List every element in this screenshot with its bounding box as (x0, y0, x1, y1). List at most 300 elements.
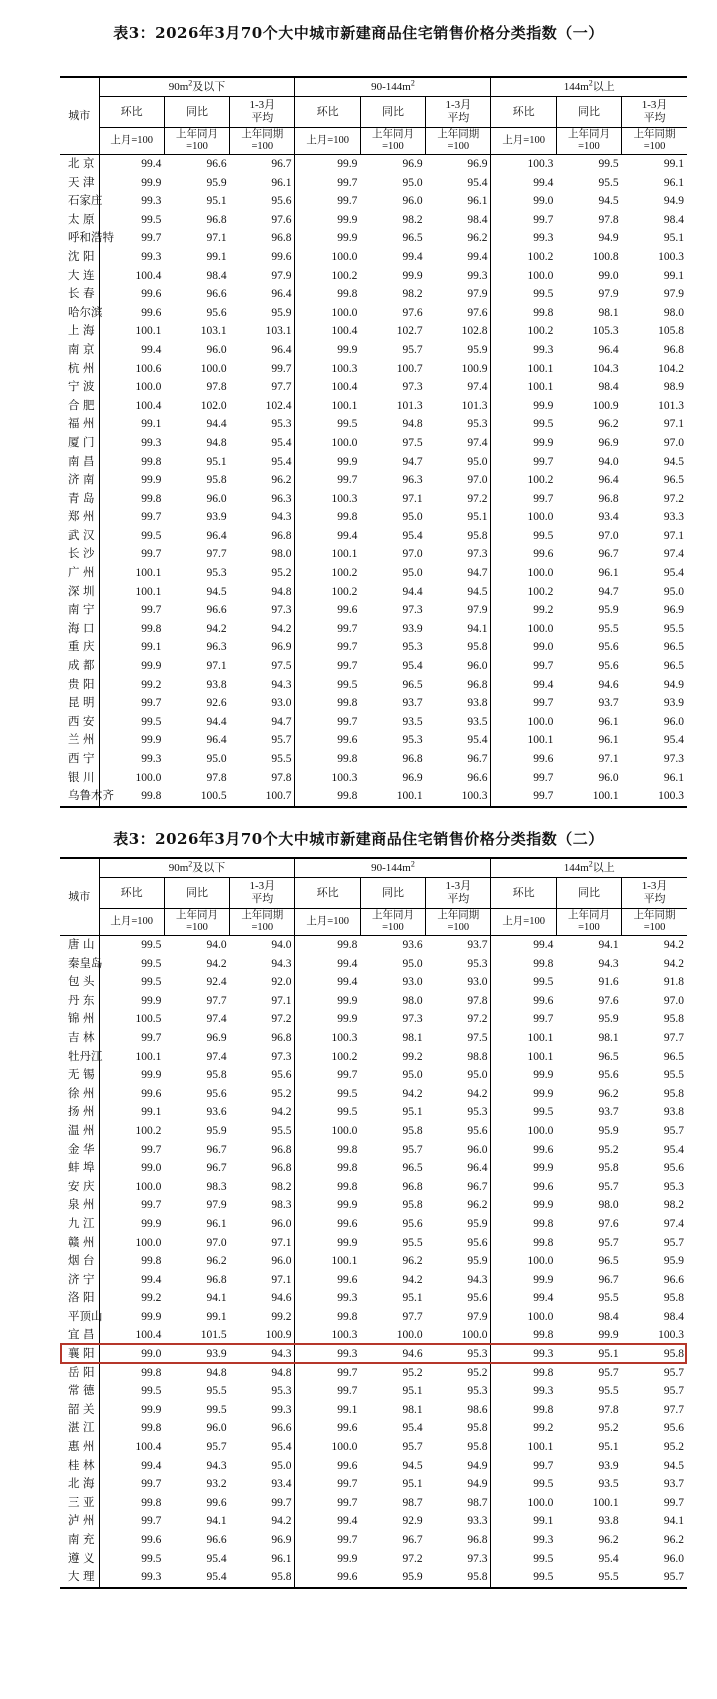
index-value: 102.8 (461, 325, 488, 338)
index-value: 93.8 (206, 678, 227, 691)
index-value: 95.1 (206, 455, 227, 468)
index-value: 99.9 (295, 992, 360, 1011)
index-value: 96.7 (467, 753, 488, 765)
index-value: 92.0 (271, 976, 292, 989)
index-value: 99.6 (99, 1531, 164, 1550)
index-value: 99.8 (99, 1364, 164, 1383)
index-value: 99.4 (99, 1457, 164, 1476)
index-value: 96.0 (467, 1143, 488, 1156)
index-value: 99.7 (295, 713, 360, 732)
index-value: 101.5 (200, 1329, 227, 1342)
index-value: 96.2 (598, 1087, 619, 1100)
index-value: 95.0 (271, 1459, 292, 1472)
index-value: 98.4 (598, 1310, 619, 1323)
metric-header: 环比 (491, 878, 556, 909)
index-value: 100.0 (491, 1308, 556, 1327)
city-name: 南昌 (68, 455, 95, 468)
index-value: 99.7 (295, 1364, 360, 1383)
index-value: 94.7 (598, 585, 619, 598)
city-name: 桂林 (68, 1459, 95, 1472)
index-value: 100.2 (491, 471, 556, 490)
group-sup: 2 (188, 858, 193, 868)
index-value: 95.8 (663, 1348, 684, 1361)
index-value: 95.8 (402, 1199, 423, 1212)
index-value: 96.9 (402, 771, 423, 784)
index-value: 95.7 (271, 734, 292, 747)
index-value: 95.6 (598, 660, 619, 673)
index-value: 99.7 (99, 1475, 164, 1494)
index-value: 99.7 (491, 490, 556, 509)
table-row (60, 341, 687, 360)
city-name: 锦州 (68, 1013, 95, 1026)
index-value: 99.8 (295, 750, 360, 769)
table-1-title: 表3：2026年3月70个大中城市新建商品住宅销售价格分类指数（一） (113, 24, 604, 42)
index-value: 100.3 (426, 787, 491, 807)
base-header: 上月=100 (295, 909, 360, 936)
index-value: 95.7 (663, 1124, 684, 1137)
price-index-table-2 (60, 857, 687, 1589)
index-value: 93.6 (402, 939, 423, 951)
city-name: 贵阳 (68, 678, 95, 691)
city-name: 九江 (68, 1217, 95, 1230)
index-value: 99.1 (206, 250, 227, 263)
index-value: 91.8 (663, 976, 684, 989)
index-value: 99.7 (491, 787, 556, 807)
city-name: 深圳 (68, 585, 95, 598)
index-value: 100.3 (295, 1326, 360, 1345)
metric-header: 1-3月 平均 (622, 97, 687, 128)
group-label: 144m (563, 80, 589, 93)
index-value: 97.2 (467, 492, 488, 505)
index-value: 100.3 (295, 490, 360, 509)
index-value: 97.1 (663, 529, 684, 542)
group-sup: 2 (410, 77, 415, 87)
index-value: 93.5 (598, 1478, 619, 1491)
index-value: 94.7 (402, 455, 423, 468)
city-name: 安庆 (68, 1180, 95, 1193)
city-name: 西宁 (68, 753, 95, 765)
city-name: 西安 (68, 715, 95, 728)
city-name: 北京 (68, 158, 95, 170)
index-value: 95.4 (164, 1568, 229, 1588)
city-name: 天津 (68, 176, 95, 189)
index-value: 96.2 (206, 1255, 227, 1268)
index-value: 97.2 (467, 1013, 488, 1026)
header-row-metrics (60, 97, 687, 128)
city-name: 广州 (68, 567, 95, 580)
index-value: 99.3 (99, 434, 164, 453)
index-value: 100.4 (99, 1326, 164, 1345)
index-value: 97.7 (402, 1310, 423, 1323)
index-value: 97.6 (271, 213, 292, 226)
index-value: 100.0 (491, 508, 556, 527)
index-value: 99.5 (491, 973, 556, 992)
city-name: 大理 (60, 1568, 99, 1588)
index-value: 99.4 (295, 527, 360, 546)
table-row (60, 1029, 687, 1048)
index-value: 99.7 (295, 620, 360, 639)
city-name: 北海 (68, 1478, 95, 1491)
city-name: 包头 (68, 976, 95, 989)
index-value: 95.5 (598, 1385, 619, 1398)
table-2-title: 表3：2026年3月70个大中城市新建商品住宅销售价格分类指数（二） (113, 830, 604, 848)
index-value: 95.2 (271, 1087, 292, 1100)
city-name: 长沙 (68, 548, 95, 561)
index-value: 94.5 (206, 585, 227, 598)
city-name: 哈尔滨 (68, 306, 103, 319)
index-value: 99.1 (206, 1310, 227, 1323)
index-value: 96.5 (663, 474, 684, 487)
index-value: 93.8 (467, 697, 488, 710)
index-value: 94.6 (402, 1348, 423, 1361)
metric-header: 1-3月 平均 (230, 97, 295, 128)
index-value: 96.8 (402, 753, 423, 765)
index-value: 95.6 (402, 1217, 423, 1230)
index-value: 95.5 (271, 1124, 292, 1137)
index-value: 99.7 (295, 1475, 360, 1494)
base-header: 上月=100 (491, 909, 556, 936)
index-value: 94.8 (271, 1366, 292, 1379)
index-value: 96.4 (206, 734, 227, 747)
index-value: 100.1 (592, 1496, 619, 1509)
index-value: 96.2 (598, 1534, 619, 1546)
table-row (60, 1271, 687, 1290)
table-row (60, 769, 687, 788)
index-value: 99.9 (99, 1215, 164, 1234)
index-value: 99.8 (491, 955, 556, 974)
index-value: 99.6 (99, 285, 164, 304)
index-value: 97.3 (467, 548, 488, 561)
index-value: 95.6 (467, 1124, 488, 1137)
city-name: 长春 (68, 288, 95, 301)
index-value: 99.6 (491, 992, 556, 1011)
index-value: 97.2 (402, 1552, 423, 1565)
index-value: 97.7 (206, 548, 227, 561)
index-value: 97.8 (598, 213, 619, 226)
table-row (60, 676, 687, 695)
index-value: 99.0 (491, 192, 556, 211)
index-value: 95.0 (402, 1069, 423, 1082)
index-value: 97.2 (271, 1013, 292, 1026)
table-row (60, 415, 687, 434)
index-value: 96.5 (663, 1050, 684, 1063)
index-value: 99.8 (491, 1326, 556, 1345)
index-value: 94.1 (467, 622, 488, 635)
index-value: 95.4 (598, 1552, 619, 1565)
index-value: 96.1 (467, 195, 488, 208)
base-header: 上月=100 (491, 128, 556, 155)
index-value: 94.2 (467, 1087, 488, 1100)
index-value: 94.5 (663, 1459, 684, 1472)
index-value: 95.0 (402, 511, 423, 524)
city-name: 银川 (68, 771, 95, 784)
city-name: 合肥 (68, 399, 95, 412)
index-value: 100.1 (99, 322, 164, 341)
table-row (60, 378, 687, 397)
index-value: 94.9 (598, 232, 619, 245)
city-name: 牡丹江 (68, 1050, 103, 1063)
index-value: 95.5 (598, 622, 619, 635)
index-value: 97.8 (271, 771, 292, 784)
index-value: 98.0 (598, 1199, 619, 1212)
index-value: 99.6 (295, 1419, 360, 1438)
index-value: 99.6 (99, 304, 164, 323)
table-row (60, 490, 687, 509)
index-value: 99.4 (295, 955, 360, 974)
index-value: 98.1 (598, 1031, 619, 1044)
index-value: 100.0 (491, 1252, 556, 1271)
index-value: 97.1 (206, 232, 227, 245)
index-value: 95.6 (271, 195, 292, 208)
group-label: 90m (168, 861, 189, 874)
index-value: 96.0 (206, 1422, 227, 1435)
city-name: 南宁 (68, 604, 95, 617)
index-value: 99.3 (99, 248, 164, 267)
table-row (60, 1196, 687, 1215)
index-value: 93.7 (598, 1106, 619, 1119)
index-value: 99.5 (491, 415, 556, 434)
index-value: 93.9 (663, 697, 684, 710)
index-value: 94.1 (598, 939, 619, 951)
price-index-table-1 (60, 76, 687, 808)
index-value: 95.8 (598, 1162, 619, 1175)
index-value: 94.5 (598, 195, 619, 208)
table-row (60, 713, 687, 732)
metric-header: 同比 (164, 878, 229, 909)
index-value: 95.7 (206, 1441, 227, 1454)
index-value: 99.9 (295, 211, 360, 230)
index-value: 97.0 (663, 994, 684, 1007)
index-value: 100.1 (491, 1048, 556, 1067)
index-value: 97.1 (271, 1236, 292, 1249)
index-value: 99.9 (99, 657, 164, 676)
index-value: 100.0 (99, 769, 164, 788)
index-value: 100.4 (99, 397, 164, 416)
group-suffix: 及以下 (192, 861, 226, 874)
index-value: 96.8 (467, 1534, 488, 1546)
index-value: 99.7 (491, 1010, 556, 1029)
index-value: 97.4 (663, 1217, 684, 1230)
index-value: 97.5 (402, 436, 423, 449)
index-value: 94.2 (402, 1273, 423, 1286)
index-value: 100.1 (491, 378, 556, 397)
index-value: 95.1 (598, 1348, 619, 1361)
index-value: 95.8 (467, 1422, 488, 1435)
index-value: 99.7 (491, 657, 556, 676)
index-value: 93.3 (467, 1515, 488, 1528)
index-value: 99.7 (295, 1382, 360, 1401)
index-value: 99.1 (295, 1401, 360, 1420)
index-value: 95.8 (426, 1568, 491, 1588)
index-value: 95.9 (598, 1124, 619, 1137)
group-label: 90-144m (371, 861, 411, 874)
index-value: 95.9 (206, 176, 227, 189)
table-row (60, 1550, 687, 1569)
group-suffix: 以上 (592, 80, 615, 93)
index-value: 99.0 (99, 1345, 164, 1364)
group-sup: 2 (410, 858, 415, 868)
table-row (60, 471, 687, 490)
index-value: 96.7 (206, 1143, 227, 1156)
index-value: 99.7 (491, 694, 556, 713)
index-value: 99.9 (295, 1010, 360, 1029)
table-row (60, 304, 687, 323)
index-value: 94.2 (271, 622, 292, 635)
index-value: 95.3 (467, 1385, 488, 1398)
base-header: 上年同月 =100 (164, 909, 229, 936)
index-value: 99.9 (99, 471, 164, 490)
index-value: 96.1 (663, 176, 684, 189)
index-value: 100.0 (491, 620, 556, 639)
index-value: 99.7 (295, 174, 360, 193)
index-value: 99.9 (99, 1401, 164, 1420)
size-group-header (295, 77, 491, 97)
index-value: 95.7 (598, 1236, 619, 1249)
index-value: 99.6 (295, 731, 360, 750)
metric-header: 1-3月 平均 (622, 878, 687, 909)
index-value: 100.1 (491, 1029, 556, 1048)
metric-header: 1-3月 平均 (230, 878, 295, 909)
index-value: 99.9 (491, 434, 556, 453)
index-value: 97.9 (467, 604, 488, 617)
index-value: 100.1 (99, 564, 164, 583)
index-value: 95.2 (467, 1366, 488, 1379)
city-name: 南充 (68, 1534, 95, 1546)
index-value: 99.8 (491, 304, 556, 323)
index-value: 97.7 (663, 1031, 684, 1044)
index-value: 101.3 (396, 399, 423, 412)
index-value: 96.2 (663, 1534, 684, 1546)
table-row (60, 267, 687, 286)
index-value: 99.7 (491, 769, 556, 788)
index-value: 97.8 (206, 381, 227, 394)
index-value: 98.3 (271, 1199, 292, 1212)
group-sup: 2 (588, 77, 593, 87)
index-value: 95.8 (206, 474, 227, 487)
index-value: 93.9 (206, 1348, 227, 1361)
base-header: 上年同期 =100 (426, 909, 491, 936)
index-value: 96.1 (598, 715, 619, 728)
header-row-groups (60, 858, 687, 878)
base-header: 上月=100 (99, 909, 164, 936)
index-value: 95.4 (402, 529, 423, 542)
city-name: 济南 (68, 474, 95, 487)
table-row (60, 397, 687, 416)
index-value: 95.5 (402, 1236, 423, 1249)
index-value: 94.3 (206, 1459, 227, 1472)
index-value: 97.1 (598, 753, 619, 765)
index-value: 100.1 (556, 787, 621, 807)
index-value: 96.5 (598, 1050, 619, 1063)
index-value: 94.2 (663, 939, 684, 951)
index-value: 99.3 (491, 341, 556, 360)
index-value: 97.3 (467, 1552, 488, 1565)
city-name: 秦皇岛 (68, 957, 103, 970)
index-value: 98.3 (206, 1180, 227, 1193)
index-value: 99.8 (99, 1494, 164, 1513)
index-value: 99.5 (491, 1475, 556, 1494)
index-value: 94.3 (598, 957, 619, 970)
city-column-header: 城市 (60, 77, 99, 155)
group-label: 90m (168, 80, 189, 93)
index-value: 95.7 (663, 1236, 684, 1249)
index-value: 100.1 (491, 1438, 556, 1457)
index-value: 99.2 (491, 1419, 556, 1438)
index-value: 99.8 (295, 285, 360, 304)
index-value: 99.8 (99, 620, 164, 639)
index-value: 93.7 (467, 939, 488, 951)
index-value: 99.5 (295, 1103, 360, 1122)
index-value: 97.3 (271, 604, 292, 617)
index-value: 99.4 (99, 1271, 164, 1290)
index-value: 99.4 (402, 250, 423, 263)
index-value: 99.8 (295, 1141, 360, 1160)
table-row (60, 620, 687, 639)
index-value: 96.4 (271, 343, 292, 356)
index-value: 99.1 (99, 1103, 164, 1122)
index-value: 97.0 (598, 529, 619, 542)
index-value: 95.8 (663, 1087, 684, 1100)
index-value: 96.0 (402, 195, 423, 208)
index-value: 96.7 (271, 158, 292, 170)
table-row (60, 1215, 687, 1234)
group-suffix: 以上 (592, 861, 615, 874)
index-value: 96.4 (598, 474, 619, 487)
index-value: 96.9 (663, 604, 684, 617)
index-value: 99.8 (491, 1364, 556, 1383)
table-row (60, 1568, 687, 1588)
index-value: 95.7 (598, 1180, 619, 1193)
index-value: 100.9 (461, 362, 488, 375)
index-value: 97.4 (206, 1013, 227, 1026)
index-value: 99.6 (295, 1568, 360, 1588)
index-value: 96.2 (271, 474, 292, 487)
index-value: 97.4 (467, 436, 488, 449)
index-value: 96.3 (206, 641, 227, 654)
index-value: 94.3 (271, 678, 292, 691)
index-value: 94.0 (206, 939, 227, 951)
index-value: 99.7 (295, 471, 360, 490)
table-row (60, 360, 687, 379)
index-value: 94.6 (598, 678, 619, 691)
index-value: 93.7 (598, 697, 619, 710)
index-value: 100.1 (491, 731, 556, 750)
index-value: 100.3 (658, 1329, 684, 1342)
index-value: 96.9 (467, 158, 488, 170)
city-name: 蚌埠 (68, 1162, 95, 1175)
index-value: 93.9 (206, 511, 227, 524)
group-sup: 2 (188, 77, 193, 87)
index-value: 103.1 (200, 325, 227, 338)
index-value: 99.9 (402, 269, 423, 282)
index-value: 99.9 (295, 1234, 360, 1253)
index-value: 97.9 (598, 288, 619, 301)
table-row (60, 1085, 687, 1104)
index-value: 93.4 (271, 1478, 292, 1491)
index-value: 99.4 (491, 936, 556, 955)
city-name: 唐山 (68, 939, 95, 951)
index-value: 99.5 (99, 973, 164, 992)
index-value: 102.4 (265, 399, 292, 412)
group-label: 90-144m (371, 80, 411, 93)
index-value: 98.7 (467, 1496, 488, 1509)
index-value: 99.7 (99, 1196, 164, 1215)
index-value: 97.0 (402, 548, 423, 561)
index-value: 93.5 (467, 715, 488, 728)
index-value: 95.1 (402, 1478, 423, 1491)
table-row (60, 322, 687, 341)
index-value: 99.9 (295, 1196, 360, 1215)
